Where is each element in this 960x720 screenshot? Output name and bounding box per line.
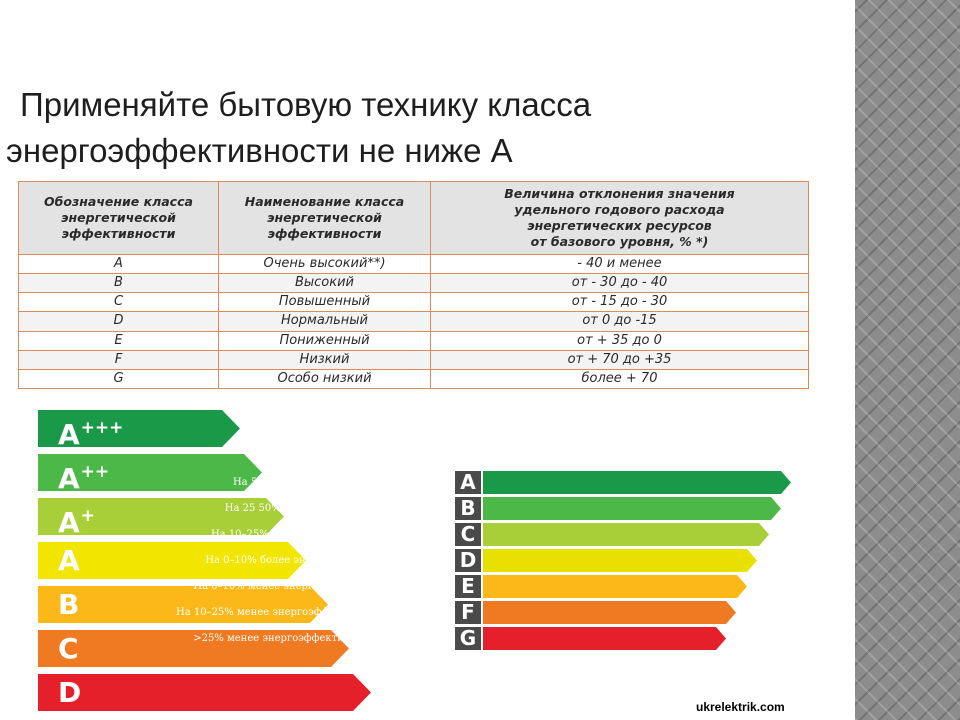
- arrow-class-letter: [58, 542, 80, 579]
- table-row: [19, 350, 809, 369]
- class-name-cell: Низкий: [219, 350, 431, 369]
- small-arrow-description: На 10–25% более энергоэффективные: [210, 529, 413, 540]
- class-letter-cell: A: [19, 255, 219, 274]
- class-name-cell: Пониженный: [219, 331, 431, 350]
- table-row: [19, 331, 809, 350]
- class-name-cell: Повышенный: [219, 293, 431, 312]
- small-arrow-shape: [483, 575, 747, 598]
- arrow-letter-main: A: [58, 462, 80, 495]
- class-name-cell: Особо низкий: [219, 369, 431, 388]
- small-class-letter: G: [455, 627, 481, 650]
- small-arrow-description: На 25 50% более энергоэффективные: [224, 503, 425, 514]
- slide-title-line-1: Применяйте бытовую технику класса: [20, 86, 592, 123]
- deviation-cell: - 40 и менее: [431, 255, 809, 274]
- arrow-letter-main: A: [58, 418, 80, 451]
- small-class-letter: F: [455, 601, 481, 624]
- table-row: [19, 255, 809, 274]
- arrow-letter-plus: +: [80, 506, 95, 526]
- arrow-class-letter: [58, 410, 124, 451]
- deviation-cell: от + 70 до +35: [431, 350, 809, 369]
- small-arrow-description: На 10–25% менее энергоэффективные: [175, 607, 380, 618]
- table-row: [19, 274, 809, 293]
- arrow-class-letter: [58, 454, 110, 495]
- class-letter-cell: D: [19, 312, 219, 331]
- arrow-class-letter: [58, 630, 79, 667]
- class-letter-cell: B: [19, 274, 219, 293]
- small-arrow-shape: [483, 627, 726, 650]
- deviation-cell: от 0 до -15: [431, 312, 809, 331]
- class-name-cell: Нормальный: [219, 312, 431, 331]
- arrow-class-letter: [58, 674, 81, 711]
- table-row: [19, 369, 809, 388]
- deviation-cell: от + 35 до 0: [431, 331, 809, 350]
- slide-title-line-2: энергоэффективности не ниже А: [6, 132, 513, 169]
- arrow-letter-main: B: [58, 588, 80, 621]
- header-class-designation: Обозначение класса энергетической эффективности: [19, 182, 219, 255]
- small-class-letter: E: [455, 575, 481, 598]
- watermark-text: ukrelektrik.com: [693, 700, 788, 714]
- side-decoration: [855, 0, 960, 720]
- arrow-letter-main: C: [58, 632, 79, 665]
- small-arrow-shape: [483, 471, 791, 494]
- slide-title: [6, 82, 766, 174]
- arrow-class-letter: [58, 586, 79, 623]
- deviation-cell: от - 15 до - 30: [431, 293, 809, 312]
- energy-class-table: [18, 181, 809, 389]
- small-arrow-description: На 0–10% менее энергоэффективные: [193, 581, 391, 592]
- small-arrow-description: На 50–80% более энергоэффективные: [232, 477, 435, 488]
- small-class-letter: B: [455, 497, 481, 520]
- small-arrow-shape: [483, 523, 769, 546]
- class-letter-cell: F: [19, 350, 219, 369]
- class-letter-cell: E: [19, 331, 219, 350]
- arrow-class-letter: [58, 498, 95, 539]
- arrow-letter-plus: +++: [80, 418, 124, 438]
- small-arrow-shape: [483, 549, 757, 572]
- arrow-letter-main: A: [58, 506, 80, 539]
- class-letter-cell: G: [19, 369, 219, 388]
- small-arrow-description: >25% менее энергоэффективные: [193, 633, 370, 644]
- small-class-letter: C: [455, 523, 481, 546]
- header-deviation-value: Величина отклонения значения удельного годового расхода энергетических ресурсов от базового уровня, % *): [431, 182, 809, 255]
- class-letter-cell: C: [19, 293, 219, 312]
- table-row: [19, 293, 809, 312]
- small-class-letter: A: [455, 471, 481, 494]
- deviation-cell: более + 70: [431, 369, 809, 388]
- class-name-cell: Высокий: [219, 274, 431, 293]
- table-row: [19, 312, 809, 331]
- arrow-shape: [38, 674, 371, 711]
- arrow-letter-main: D: [58, 676, 82, 709]
- small-class-letter: D: [455, 549, 481, 572]
- arrow-letter-plus: ++: [80, 462, 110, 482]
- small-arrow-description: На 0–10% более энергоэффективные: [205, 555, 401, 566]
- header-class-name: Наименование класса энергетической эффективности: [219, 182, 431, 255]
- deviation-cell: от - 30 до - 40: [431, 274, 809, 293]
- energy-label-arrows-small: [175, 470, 800, 661]
- table-header-row: [19, 182, 809, 255]
- arrow-letter-main: A: [58, 544, 80, 577]
- class-name-cell: Очень высокий**): [219, 255, 431, 274]
- small-arrow-shape: [483, 601, 736, 624]
- small-arrow-shape: [483, 497, 781, 520]
